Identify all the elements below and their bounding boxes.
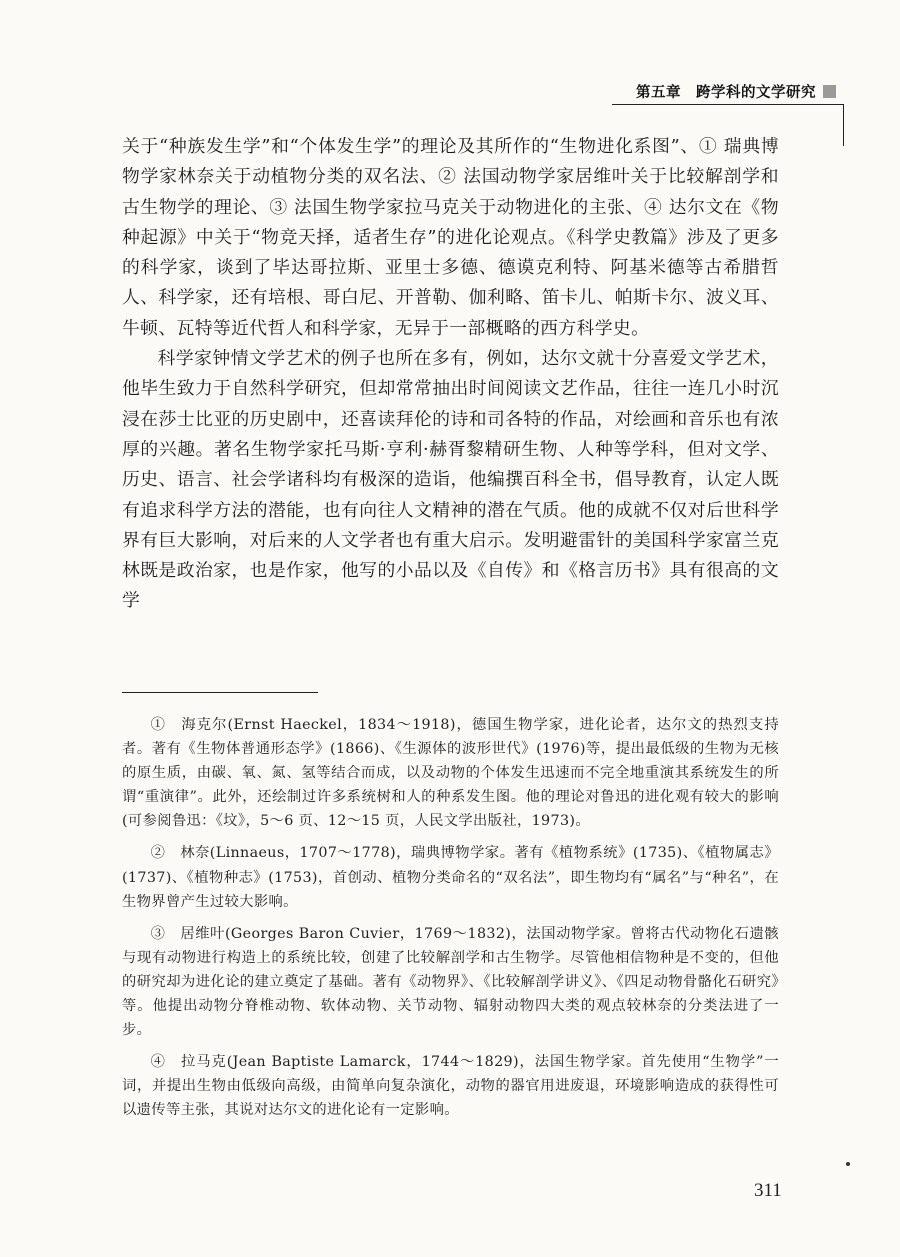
ink-speck (846, 1162, 850, 1166)
body-paragraph: 科学家钟情文学艺术的例子也所在多有，例如，达尔文就十分喜爱文学艺术，他毕生致力于自然科学研究，但却常常抽出时间阅读文艺作品，往往一连几小时沉浸在莎士比亚的历史剧中，还喜读拜伦的诗和司各特的作品，对绘画和音乐也有浓厚的兴趣。著名生物学家托马斯·亨利·赫胥黎精研生物、人种等学科，但对文学、历史、语言、社会学诸科均有极深的造诣，他编撰百科全书，倡导教育，认定人既有追求科学方法的潜能，也有向往人文精神的潜在气质。他的成就不仅对后世科学界有巨大影响，对后来的人文学者也有重大启示。发明避雷针的美国科学家富兰克林既是政治家，也是作家，他写的小品以及《自传》和《格言历书》具有很高的文学 (122, 348, 779, 612)
footnote-4: ④ 拉马克(Jean Baptiste Lamarck，1744～1829)，法国生物学家。首先使用“生物学”一词，并提出生物由低级向高级，由简单向复杂演化，动物的器官用进废退，环境影响造成的获得性可以遗传等主张，其说对达尔文的进化论有一定影响。 (122, 1054, 779, 1119)
footnote-1: ① 海克尔(Ernst Haeckel，1834～1918)，德国生物学家，进化论者，达尔文的热烈支持者。著有《生物体普通形态学》(1866)、《生源体的波形世代》(1976)等，提出最低级的生物为无核的原生质，由碳、氧、氮、氢等结合而成，以及动物的个体发生迅速而不完全地重演其系统发生的所谓“重演律”。此外，还绘制过许多系统树和人的种系发生图。他的理论对鲁迅的进化观有较大的影响(可参阅鲁迅：《坟》，5～6 页、12～15 页，人民文学出版社，1973)。 (122, 717, 779, 830)
header-square-mark (823, 85, 836, 98)
running-head-title: 第五章 跨学科的文学研究 (636, 85, 816, 101)
footnote-3: ③ 居维叶(Georges Baron Cuvier，1769～1832)，法国动物学家。曾将古代动物化石遗骸与现有动物进行构造上的系统比较，创建了比较解剖学和古生物学。尽管他相信物种是不变的，但他的研究却为进化论的建立奠定了基础。著有《动物界》、《比较解剖学讲义》、《四足动物骨骼化石研究》等。他提出动物分脊椎动物、软体动物、关节动物、辐射动物四大类的观点较林奈的分类法进了一步。 (122, 925, 779, 1039)
running-head (612, 80, 844, 105)
body-text (122, 132, 779, 617)
header-rule-drop (843, 104, 845, 146)
footnotes (122, 713, 779, 1131)
footnote-separator (122, 692, 318, 693)
footnote-2: ② 林奈(Linnaeus，1707～1778)，瑞典博物学家。著有《植物系统》(1735)、《植物属志》(1737)、《植物种志》(1753)，首创动、植物分类命名的“双名法”，即生物均有“属名”与“种名”，在生物界曾产生过较大影响。 (122, 845, 779, 910)
body-paragraph: 关于“种族发生学”和“个体发生学”的理论及其所作的“生物进化系图”、① 瑞典博物学家林奈关于动植物分类的双名法、② 法国动物学家居维叶关于比较解剖学和古生物学的理论、③ 法国生物学家拉马克关于动物进化的主张、④ 达尔文在《物种起源》中关于“物竞天择，适者生存”的进化论观点。《科学史教篇》涉及了更多的科学家，谈到了毕达哥拉斯、亚里士多德、德谟克利特、阿基米德等古希腊哲人、科学家，还有培根、哥白尼、开普勒、伽利略、笛卡儿、帕斯卡尔、波义耳、牛顿、瓦特等近代哲人和科学家，无异于一部概略的西方科学史。 (122, 136, 779, 339)
page-number: 311 (754, 1180, 782, 1201)
